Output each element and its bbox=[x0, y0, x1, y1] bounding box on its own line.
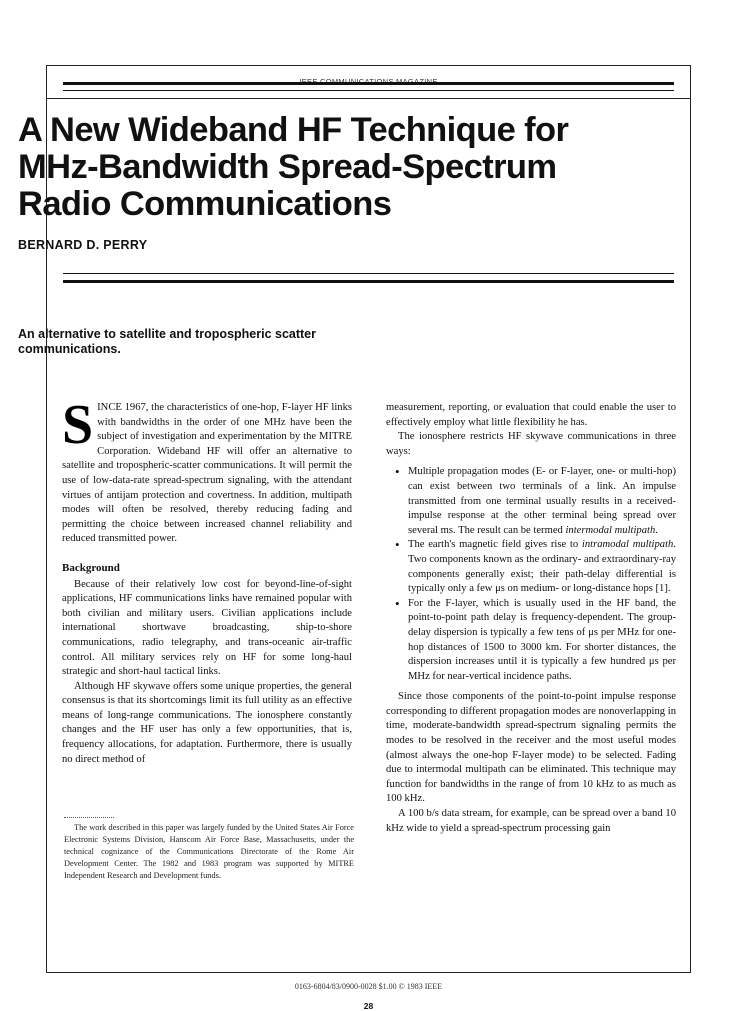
title-line-1: A New Wideband HF Technique for bbox=[18, 111, 569, 149]
background-paragraph-2: Although HF skywave offers some unique properties, the general consensus is that its shortcomings limit its full utility as an effective means of long-range communications. The ionosphere constantly changes and the HF user has only a few opportunities, that is, frequency allocations, for adaptation. Furthermore, there is usually no direct method of bbox=[62, 680, 352, 765]
right-column bbox=[386, 401, 676, 836]
page-number: 28 bbox=[363, 1001, 374, 1011]
list-item bbox=[408, 465, 676, 538]
title-line-2: MHz-Bandwidth Spread-Spectrum bbox=[18, 148, 557, 186]
footnote-divider bbox=[64, 817, 114, 818]
list-item-emphasis: intramodal multipath bbox=[581, 539, 674, 551]
left-column bbox=[62, 394, 352, 767]
list-item bbox=[408, 597, 676, 685]
author-thick-rule bbox=[63, 280, 674, 283]
list-item-emphasis: intermodal multipath bbox=[565, 524, 656, 536]
restrictions-list bbox=[386, 465, 676, 684]
copyright-line: 0163-6804/83/0900-0028 $1.00 © 1983 IEEE bbox=[294, 982, 443, 991]
author-thin-rule bbox=[63, 273, 674, 274]
list-item bbox=[408, 538, 676, 596]
list-item-text: For the F-layer, which is usually used in the HF band, the point-to-point path delay is frequency-dependent. The group-delay dispersion is typically a few tens of μs per MHz for one-hop distances of 1500 to 3000 km. For shorter distances, the dispersion increases until it is typically a few hundred μs per MHz for near-vertical incidence paths. bbox=[408, 597, 676, 682]
body-paragraph-example: A 100 b/s data stream, for example, can be spread over a band 10 kHz wide to yield a spread-spectrum processing gain bbox=[386, 808, 676, 834]
list-item-tail: . bbox=[655, 524, 658, 536]
section-heading-background: Background bbox=[62, 561, 120, 574]
list-item-text: Multiple propagation modes (E- or F-layer, one- or multi-hop) can exist between two terminals of a link. An impulse transmitted from one terminal usually results in a received-impulse response at the other terminal being spread over several ms. The result can be termed bbox=[408, 466, 676, 536]
background-paragraph-1: Because of their relatively low cost for beyond-line-of-sight applications, HF communications links have remained popular with both civilian and military users. Civilian applications include international shortwave broadcasting, ship-to-shore communications, radio telegraphy, and trans-oceanic air-traffic control. All military services rely on HF for some long-haul strategic and short-haul tactical links. bbox=[62, 578, 352, 678]
header-thick-rule bbox=[63, 82, 674, 85]
intro-text: INCE 1967, the characteristics of one-hop, F-layer HF links with bandwidths in the order of one MHz have been the subject of investigation and experimentation by the MITRE Corporation. Wideband HF will offer an alternative to satellite and tropospheric-scatter communications. It will permit the use of low-data-rate spread-spectrum signaling, with the attendant virtues of antijam protection and covertness. In addition, multipath modes will often be resolved, thereby reducing fading and permitting the choice between increased channel reliability and reduced transmitted power. bbox=[62, 402, 352, 545]
header-thin-rule bbox=[63, 90, 674, 91]
title-line-3: Radio Communications bbox=[18, 185, 392, 223]
restrictions-lead: The ionosphere restricts HF skywave communications in three ways: bbox=[386, 431, 676, 457]
intro-paragraph bbox=[62, 394, 352, 547]
article-title bbox=[18, 112, 638, 223]
continuation-paragraph: measurement, reporting, or evaluation that could enable the user to effectively employ what little flexibility he has. bbox=[386, 402, 676, 428]
drop-cap: S bbox=[62, 394, 94, 456]
body-paragraph-modes: Since those components of the point-to-point impulse response corresponding to different propagation modes are nonoverlapping in time, moderate-bandwidth spread-spectrum signaling permits the modes to be resolved in the receiver and the most useful modes (almost always the one-hop F-layer mode) to be selected. Fading due to intermodal multipath can be eliminated. This technique may function for bandwidths in the range of from 10 kHz to as much as 100 kHz. bbox=[386, 691, 676, 805]
list-item-text: The earth's magnetic field gives rise to bbox=[408, 539, 582, 551]
footnote: The work described in this paper was largely funded by the United States Air Force Electronic Systems Division, Hanscom Air Force Base, Massachusetts, under the technical cognizance of the Communications Directorate of the Rome Air Development Center. The 1982 and 1983 program was supported by MITRE Independent Research and Development funds. bbox=[64, 823, 354, 880]
list-item-tail: . Two components known as the ordinary- and extraordinary-ray components generally exist; their path-delay differential is typically only a few μs on medium- or long-distance hops [1]. bbox=[408, 539, 676, 595]
article-subhead: An alternative to satellite and tropospheric scatter communications. bbox=[18, 327, 316, 356]
author-byline: BERNARD D. PERRY bbox=[18, 238, 148, 252]
